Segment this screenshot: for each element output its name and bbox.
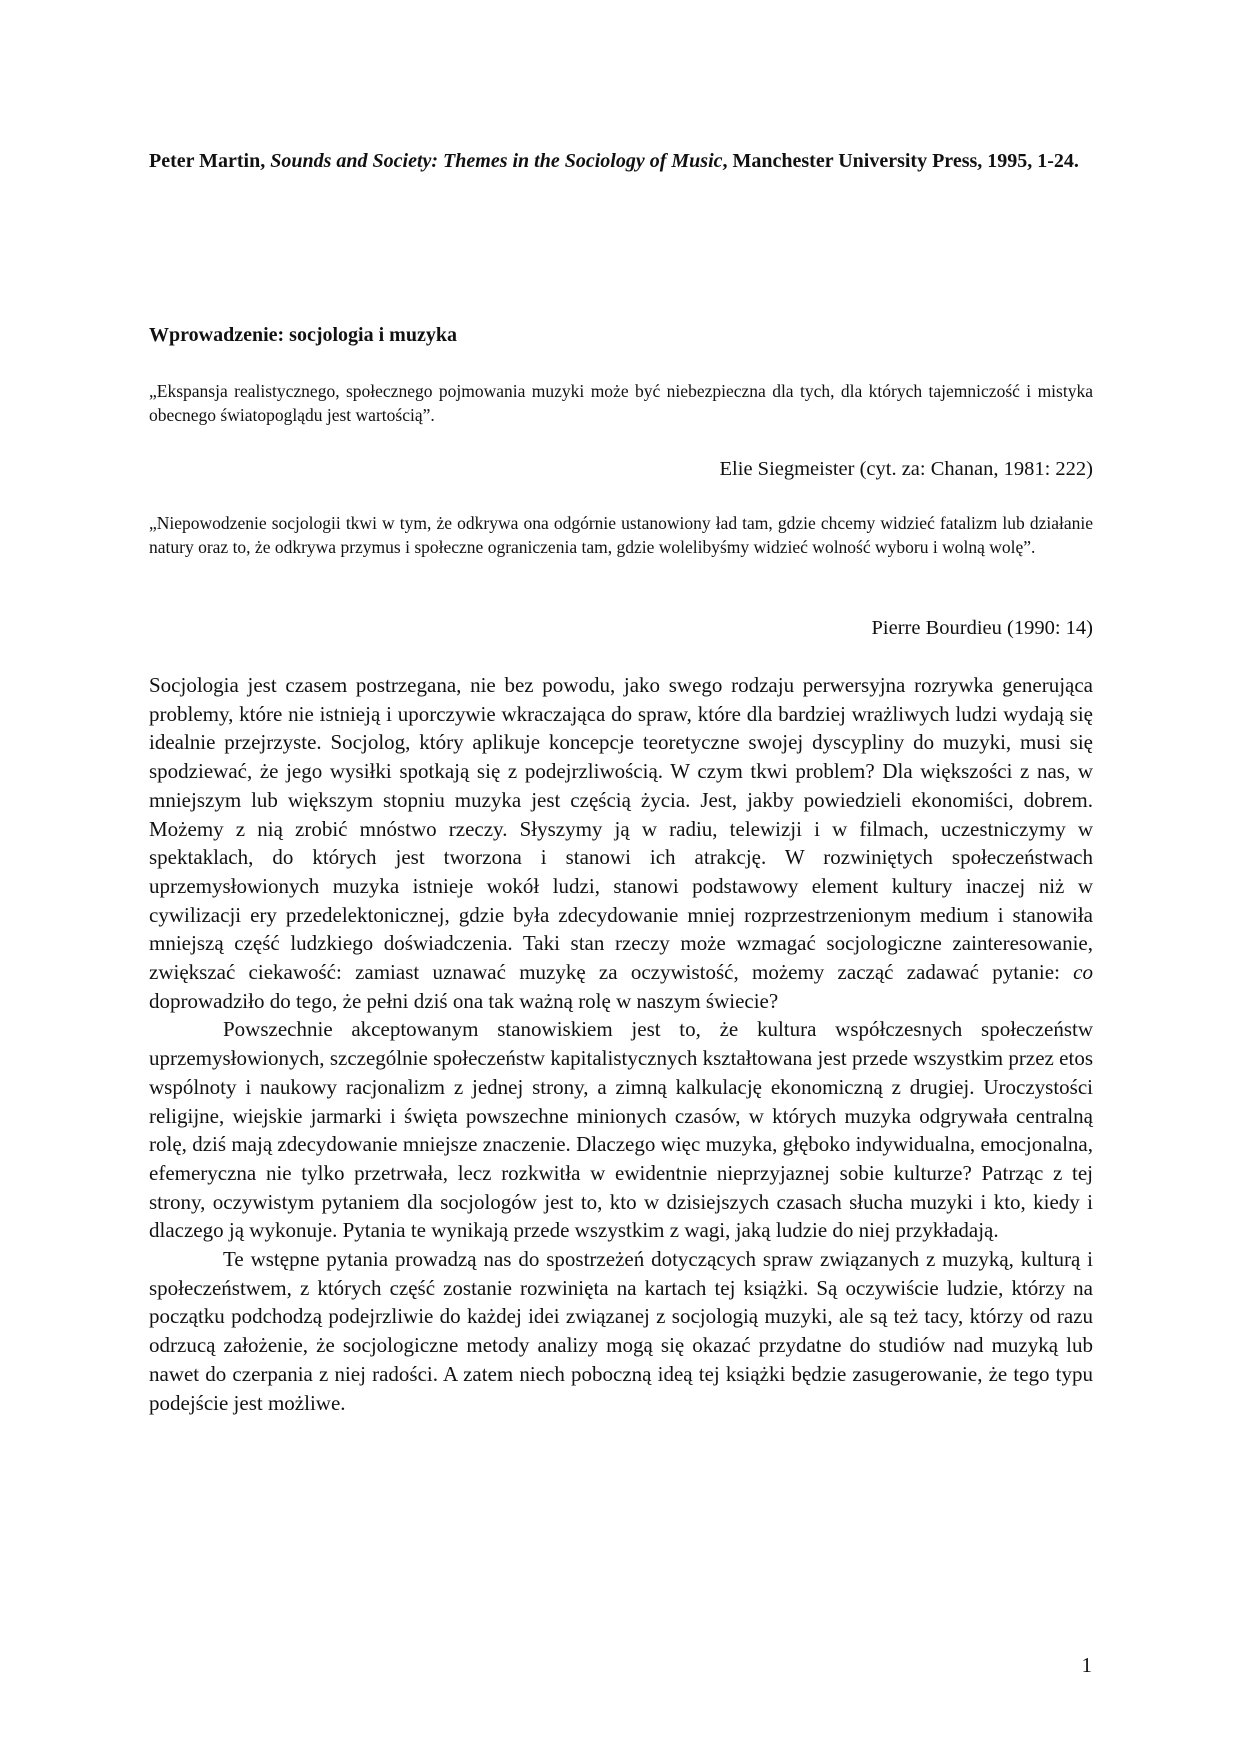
book-title: Sounds and Society: Themes in the Sociology of Music <box>270 150 723 172</box>
epigraph-attribution: Pierre Bourdieu (1990: 14) <box>871 617 1093 639</box>
paragraph: Powszechnie akceptowanym stanowiskiem jest to, że kultura współczesnych społeczeństw uprzemysłowionych, szczególnie społeczeństw kapitalistycznych kształtowana jest przede wszystkim przez etos wspólnoty i naukowy racjonalizm z jednej strony, a zimną kalkulację ekonomiczną z drugiej. Uroczystości religijne, wiejskie jarmarki i święta powszechne minionych czasów, w których muzyka odgrywała centralną rolę, dziś mają zdecydowanie mniejsze znaczenie. Dlaczego więc muzyka, głęboko indywidualna, emocjonalna, efemeryczna nie tylko przetrwała, lecz rozkwitła w ewidentnie nieprzyjaznej sobie kulturze? Patrząc z tej strony, oczywistym pytaniem dla socjologów jest to, kto w dzisiejszych czasach słucha muzyki i kto, kiedy i dlaczego ją wykonuje. Pytania te wynikają przede wszystkim z wagi, jaką ludzie do niej przykładają. <box>149 1017 1093 1243</box>
author-name: Peter Martin, <box>149 150 266 172</box>
paragraph-text: doprowadziło do tego, że pełni dziś ona tak ważną rolę w naszym świecie? <box>149 988 779 1013</box>
paragraph-text: Socjologia jest czasem postrzegana, nie bez powodu, jako swego rodzaju perwersyjna rozrywka generująca problemy, które nie istnieją i uporczywie wkraczająca do spraw, które dla bardziej wrażliwych ludzi wydają się idealnie przejrzyste. Socjolog, który aplikuje koncepcje teoretyczne swojej dyscypliny do muzyki, musi się spodziewać, że jego wysiłki spotkają się z podejrzliwością. W czym tkwi problem? Dla większości z nas, w mniejszym lub większym stopniu muzyka jest częścią życia. Jest, jakby powiedzieli ekonomiści, dobrem. Możemy z nią zrobić mnóstwo rzeczy. Słyszymy ją w radiu, telewizji i w filmach, uczestniczymy w spektaklach, do których jest tworzona i stanowi ich atrakcję. W rozwiniętych społeczeństwach uprzemysłowionych muzyka istnieje wokół ludzi, stanowi podstawowy element kultury inaczej niż w cywilizacji ery przedelektonicznej, gdzie była zdecydowanie mniej rozprzestrzenionym medium i stanowiła mniejszą część ludzkiego doświadczenia. Taki stan rzeczy może wzmagać socjologiczne zainteresowanie, zwiększać ciekawość: zamiast uznawać muzykę za oczywistość, możemy zacząć zadawać pytanie: <box>149 673 1093 985</box>
epigraph-quote: „Niepowodzenie socjologii tkwi w tym, że odkrywa ona odgórnie ustanowiony ład tam, gdzie chcemy widzieć fatalizm lub działanie natury oraz to, że odkrywa przymus i społeczne ograniczenia tam, gdzie wolelibyśmy widzieć wolność wyboru i wolną wolę”. <box>149 513 1093 557</box>
emphasis-text: co <box>1073 960 1093 985</box>
paragraph <box>149 671 1093 1015</box>
page-number: 1 <box>1081 1653 1092 1677</box>
body-text <box>149 671 1093 1417</box>
bibliographic-reference <box>149 147 1093 176</box>
epigraph-attribution: Elie Siegmeister (cyt. za: Chanan, 1981: 222) <box>719 458 1093 480</box>
paragraph: Te wstępne pytania prowadzą nas do spostrzeżeń dotyczących spraw związanych z muzyką, kulturą i społeczeństwem, z których część zostanie rozwinięta na kartach tej książki. Są oczywiście ludzie, którzy na początku podchodzą podejrzliwie do każdej idei związanej z socjologią muzyki, ale są też tacy, którzy od razu odrzucą założenie, że socjologiczne metody analizy mogą się okazać przydatne do studiów nad muzyką lub nawet do czerpania z niej radości. A zatem niech poboczną ideą tej książki będzie zasugerowanie, że tego typu podejście jest możliwe. <box>149 1247 1093 1415</box>
section-heading: Wprowadzenie: socjologia i muzyka <box>149 324 457 346</box>
epigraph-quote: „Ekspansja realistycznego, społecznego pojmowania muzyki może być niebezpieczna dla tych, dla których tajemniczość i mistyka obecnego światopoglądu jest wartością”. <box>149 381 1093 425</box>
publication-info: , Manchester University Press, 1995, 1-24. <box>722 150 1079 172</box>
